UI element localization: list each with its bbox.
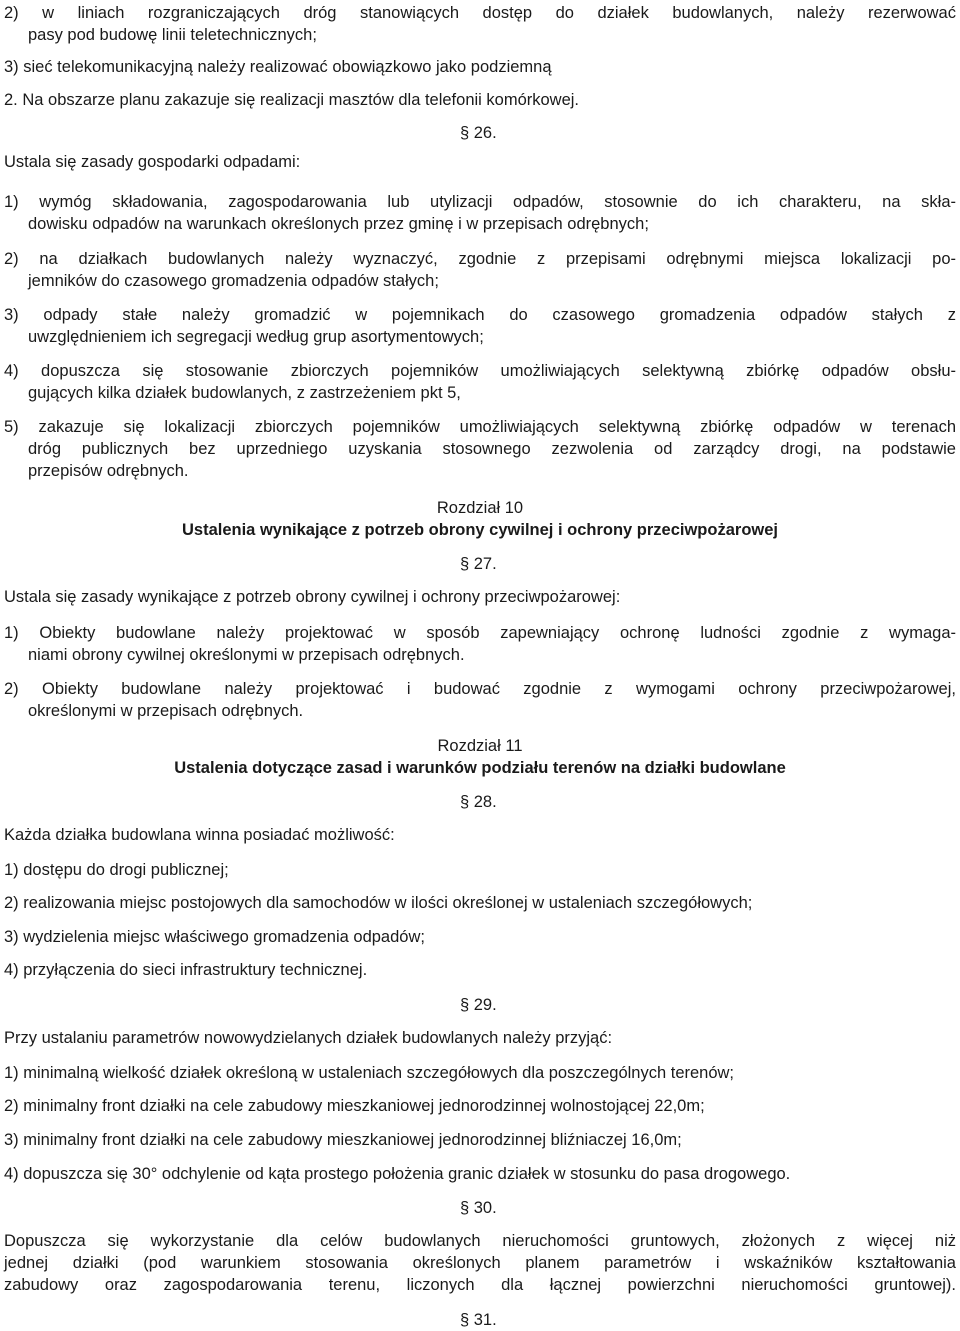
chapter-number: Rozdział 10: [436, 499, 524, 517]
text-line: Dopuszcza się wykorzystanie dla celów budowlanych nieruchomości gruntowych, złożonych z więcej niż: [4, 1232, 956, 1250]
text-line: pasy pod budowę linii teletechnicznych;: [28, 26, 317, 44]
paragraph-number: § 26.: [460, 124, 497, 142]
text-line: 3) minimalny front działki na cele zabudowy mieszkaniowej jednorodzinnej bliźniaczej 16,0m;: [4, 1131, 682, 1149]
text-line: uwzględnieniem ich segregacji według grup asortymentowych;: [28, 328, 484, 346]
chapter-title: Ustalenia wynikające z potrzeb obrony cywilnej i ochrony przeciwpożarowej: [182, 521, 778, 539]
text-line: jednej działki (pod warunkiem stosowania określonych planem parametrów i wskaźników kształtowania: [4, 1254, 956, 1272]
text-line: Ustala się zasady wynikające z potrzeb obrony cywilnej i ochrony przeciwpożarowej:: [4, 588, 621, 606]
paragraph-number: § 29.: [460, 996, 497, 1014]
text-line: określonymi w przepisach odrębnych.: [28, 702, 304, 720]
paragraph-number: § 31.: [460, 1311, 497, 1329]
text-line: 2) w liniach rozgraniczających dróg stanowiących dostęp do działek budowlanych, należy rezerwować: [4, 4, 956, 22]
text-line: 4) dopuszcza się stosowanie zbiorczych pojemników umożliwiających selektywną zbiórkę odpadów obsłu-: [4, 362, 956, 380]
text-line: niami obrony cywilnej określonymi w przepisach odrębnych.: [28, 646, 465, 664]
text-line: 3) wydzielenia miejsc właściwego gromadzenia odpadów;: [4, 928, 425, 946]
text-line: Każda działka budowlana winna posiadać możliwość:: [4, 826, 395, 844]
text-line: 2) realizowania miejsc postojowych dla samochodów w ilości określonej w ustaleniach szczegółowych;: [4, 894, 753, 912]
text-line: 1) wymóg składowania, zagospodarowania lub utylizacji odpadów, stosownie do ich charakteru, na skła-: [4, 193, 956, 211]
text-line: 1) minimalną wielkość działek określoną w ustaleniach szczegółowych dla poszczególnych terenów;: [4, 1064, 735, 1082]
text-line: 2) Obiekty budowlane należy projektować i budować zgodnie z wymogami ochrony przeciwpożarowej,: [4, 680, 956, 698]
text-line: 5) zakazuje się lokalizacji zbiorczych pojemników umożliwiających selektywną zbiórkę odpadów w terenach: [4, 418, 956, 436]
text-line: przepisów odrębnych.: [28, 462, 189, 480]
paragraph-number: § 27.: [460, 555, 497, 573]
text-line: 4) dopuszcza się 30° odchylenie od kąta prostego położenia granic działek w stosunku do pasa drogowego.: [4, 1165, 791, 1183]
text-line: 3) sieć telekomunikacyjną należy realizować obowiązkowo jako podziemną: [4, 58, 552, 76]
text-line: dowisku odpadów na warunkach określonych przez gminę i w przepisach odrębnych;: [28, 215, 649, 233]
text-line: dróg publicznych bez uprzedniego uzyskania stosownego zezwolenia od zarządcy drogi, na podstawie: [28, 440, 956, 458]
text-line: Ustala się zasady gospodarki odpadami:: [4, 153, 301, 171]
paragraph-number: § 30.: [460, 1199, 497, 1217]
text-line: 3) odpady stałe należy gromadzić w pojemnikach do czasowego gromadzenia odpadów stałych z: [4, 306, 956, 324]
paragraph-number: § 28.: [460, 793, 497, 811]
chapter-number: Rozdział 11: [437, 737, 523, 755]
text-line: jemników do czasowego gromadzenia odpadów stałych;: [28, 272, 439, 290]
chapter-title: Ustalenia dotyczące zasad i warunków podziału terenów na działki budowlane: [174, 759, 786, 777]
text-line: 2. Na obszarze planu zakazuje się realizacji masztów dla telefonii komórkowej.: [4, 91, 580, 109]
text-line: gujących kilka działek budowlanych, z zastrzeżeniem pkt 5,: [28, 384, 461, 402]
text-line: zabudowy oraz zagospodarowania terenu, liczonych dla łącznej powierzchni nieruchomości gruntowej).: [4, 1276, 956, 1294]
text-line: 1) dostępu do drogi publicznej;: [4, 861, 229, 879]
text-line: 4) przyłączenia do sieci infrastruktury technicznej.: [4, 961, 368, 979]
text-line: Przy ustalaniu parametrów nowowydzielanych działek budowlanych należy przyjąć:: [4, 1029, 613, 1047]
text-line: 1) Obiekty budowlane należy projektować w sposób zapewniający ochronę ludności zgodnie z wymaga-: [4, 624, 956, 642]
text-line: 2) na działkach budowlanych należy wyznaczyć, zgodnie z przepisami odrębnymi miejsca lokalizacji po-: [4, 250, 956, 268]
text-line: 2) minimalny front działki na cele zabudowy mieszkaniowej jednorodzinnej wolnostojącej 22,0m;: [4, 1097, 705, 1115]
